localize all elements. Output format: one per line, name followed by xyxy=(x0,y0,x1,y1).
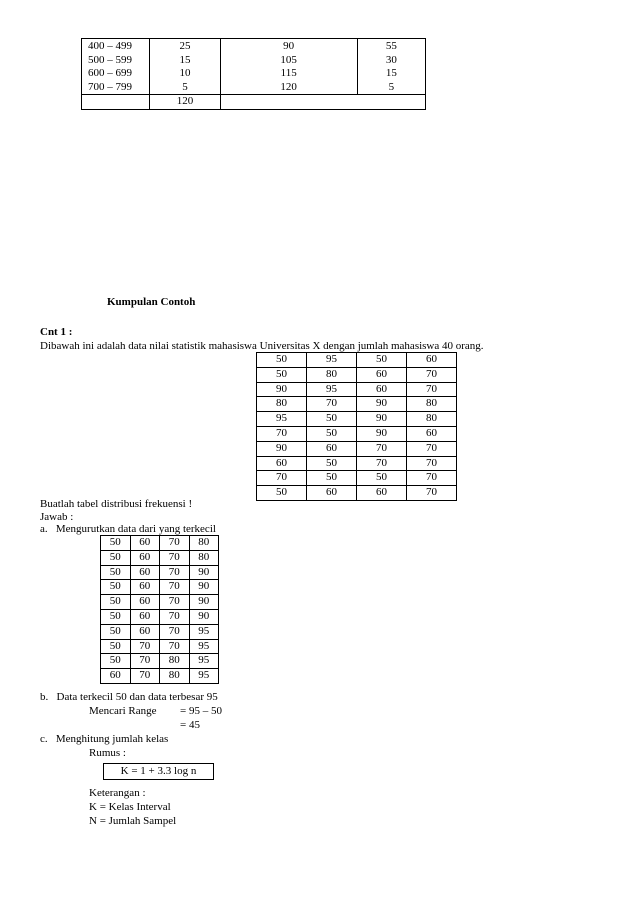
answer-label: Jawab : xyxy=(40,511,74,523)
table-cell: 80 xyxy=(160,654,190,669)
formula-box: K = 1 + 3.3 log n xyxy=(103,763,214,780)
table-cell: 70 xyxy=(307,397,357,412)
example-label: Cnt 1 : xyxy=(40,326,73,338)
table-cell: 95 xyxy=(189,639,219,654)
table-cell: 70 xyxy=(407,441,457,456)
table-row xyxy=(257,382,457,397)
total-row xyxy=(82,95,426,110)
table-cell: 90 xyxy=(189,580,219,595)
table-cell: 90 xyxy=(189,565,219,580)
table-cell: 50 xyxy=(101,565,131,580)
table-row xyxy=(101,654,219,669)
table-row xyxy=(101,565,219,580)
table-cell: 80 xyxy=(407,397,457,412)
section-heading: Kumpulan Contoh xyxy=(107,296,196,308)
table-cell: 95 xyxy=(307,382,357,397)
table-cell: 50 xyxy=(307,456,357,471)
table-cell: 60 xyxy=(407,353,457,368)
table-cell: 115 xyxy=(280,67,297,79)
table-cell: 60 xyxy=(357,367,407,382)
table-cell: 95 xyxy=(189,654,219,669)
table-row xyxy=(101,669,219,684)
table-cell: 60 xyxy=(357,382,407,397)
table-cell: 60 xyxy=(130,550,160,565)
interval-column xyxy=(82,39,150,95)
table-row xyxy=(257,456,457,471)
table-cell: 50 xyxy=(257,367,307,382)
table-cell: 70 xyxy=(357,441,407,456)
table-cell: 70 xyxy=(160,536,190,551)
table-cell: 70 xyxy=(160,595,190,610)
table-cell: 50 xyxy=(357,353,407,368)
table-cell: 50 xyxy=(257,486,307,501)
table-cell: 60 xyxy=(307,486,357,501)
table-cell: 80 xyxy=(189,550,219,565)
table-cell: 70 xyxy=(257,426,307,441)
table-cell: 50 xyxy=(307,471,357,486)
raw-data-table xyxy=(256,352,457,501)
table-cell: 70 xyxy=(130,654,160,669)
table-cell: 70 xyxy=(407,456,457,471)
table-cell: 50 xyxy=(101,536,131,551)
table-row xyxy=(101,580,219,595)
table-cell: 70 xyxy=(160,550,190,565)
table-cell: 95 xyxy=(307,353,357,368)
rumus-label: Rumus : xyxy=(89,747,126,759)
task-text: Buatlah tabel distribusi frekuensi ! xyxy=(40,498,193,510)
cumulative-more-column xyxy=(357,39,425,95)
table-cell: 80 xyxy=(407,412,457,427)
table-cell: 70 xyxy=(160,580,190,595)
range-label: Mencari Range xyxy=(89,705,157,717)
table-cell: 70 xyxy=(160,565,190,580)
table-cell: 95 xyxy=(257,412,307,427)
table-cell: 80 xyxy=(160,669,190,684)
keterangan-label: Keterangan : xyxy=(89,787,146,799)
table-cell: 70 xyxy=(407,382,457,397)
table-cell: 70 xyxy=(257,471,307,486)
table-cell: 80 xyxy=(189,536,219,551)
table-cell: 15 xyxy=(179,53,191,66)
table-cell: 90 xyxy=(189,609,219,624)
table-cell: 50 xyxy=(357,471,407,486)
step-b-text: b. Data terkecil 50 dan data terbesar 95 xyxy=(40,691,218,703)
table-cell: 50 xyxy=(101,609,131,624)
table-cell: 400 – 499 xyxy=(88,40,132,52)
table-cell: 70 xyxy=(407,486,457,501)
table-cell: 5 xyxy=(182,80,188,93)
table-row xyxy=(101,624,219,639)
table-cell: 60 xyxy=(130,565,160,580)
table-row xyxy=(257,367,457,382)
range-formula: = 95 – 50 xyxy=(180,705,222,717)
keterangan-n: N = Jumlah Sampel xyxy=(89,815,177,827)
table-cell: 90 xyxy=(283,40,295,52)
table-cell: 700 – 799 xyxy=(88,80,132,93)
table-row xyxy=(257,353,457,368)
table-cell: 70 xyxy=(160,639,190,654)
table-cell: 50 xyxy=(307,426,357,441)
table-cell: 15 xyxy=(385,67,397,79)
table-cell: 25 xyxy=(179,40,191,52)
table-row xyxy=(257,412,457,427)
table-row xyxy=(101,550,219,565)
table-row xyxy=(257,486,457,501)
cumulative-less-column xyxy=(220,39,357,95)
table-cell: 60 xyxy=(130,624,160,639)
table-cell: 95 xyxy=(189,624,219,639)
table-cell: 90 xyxy=(357,412,407,427)
table-cell: 60 xyxy=(307,441,357,456)
table-cell: 60 xyxy=(130,536,160,551)
table-cell: 60 xyxy=(101,669,131,684)
table-cell: 120 xyxy=(280,80,297,93)
frequency-column xyxy=(150,39,220,95)
step-a-text: a. Mengurutkan data dari yang terkecil xyxy=(40,523,216,535)
table-cell: 50 xyxy=(101,624,131,639)
table-cell: 70 xyxy=(357,456,407,471)
step-c-text: c. Menghitung jumlah kelas xyxy=(40,733,169,745)
table-row xyxy=(257,471,457,486)
table-cell: 10 xyxy=(179,67,191,79)
table-cell: 50 xyxy=(101,639,131,654)
table-cell: 90 xyxy=(189,595,219,610)
sorted-data-table xyxy=(100,535,219,684)
table-cell: 600 – 699 xyxy=(88,67,132,79)
table-cell: 60 xyxy=(130,580,160,595)
table-cell: 90 xyxy=(257,441,307,456)
table-cell: 80 xyxy=(307,367,357,382)
table-cell: 50 xyxy=(257,353,307,368)
table-cell: 90 xyxy=(357,397,407,412)
table-cell: 5 xyxy=(388,80,395,93)
table-cell: 50 xyxy=(101,550,131,565)
table-cell: 70 xyxy=(130,669,160,684)
table-row xyxy=(257,397,457,412)
table-cell: 60 xyxy=(357,486,407,501)
table-cell: 50 xyxy=(307,412,357,427)
table-row xyxy=(101,536,219,551)
table-cell: 50 xyxy=(101,595,131,610)
table-cell: 90 xyxy=(357,426,407,441)
keterangan-k: K = Kelas Interval xyxy=(89,801,171,813)
table-cell: 80 xyxy=(257,397,307,412)
table-cell: 50 xyxy=(101,580,131,595)
table-cell: 60 xyxy=(257,456,307,471)
table-row xyxy=(101,595,219,610)
table-cell: 60 xyxy=(130,609,160,624)
table-cell: 70 xyxy=(160,609,190,624)
table-cell: 70 xyxy=(130,639,160,654)
table-row xyxy=(257,426,457,441)
table-cell: 30 xyxy=(385,53,397,66)
table-cell: 70 xyxy=(160,624,190,639)
table-cell: 95 xyxy=(189,669,219,684)
table-cell: 60 xyxy=(130,595,160,610)
table-row xyxy=(257,441,457,456)
table-cell: 90 xyxy=(257,382,307,397)
table-cell: 105 xyxy=(280,53,297,66)
frequency-table-continuation xyxy=(81,38,426,110)
table-row xyxy=(101,639,219,654)
table-cell: 70 xyxy=(407,367,457,382)
table-cell: 50 xyxy=(101,654,131,669)
range-result: = 45 xyxy=(180,719,200,731)
total-frequency: 120 xyxy=(150,95,220,110)
table-cell: 500 – 599 xyxy=(88,53,132,66)
table-cell: 55 xyxy=(385,40,397,52)
table-row xyxy=(101,609,219,624)
intro-text: Dibawah ini adalah data nilai statistik mahasiswa Universitas X dengan jumlah mahasiswa 40 orang. xyxy=(40,340,484,352)
table-cell: 70 xyxy=(407,471,457,486)
table-cell: 60 xyxy=(407,426,457,441)
